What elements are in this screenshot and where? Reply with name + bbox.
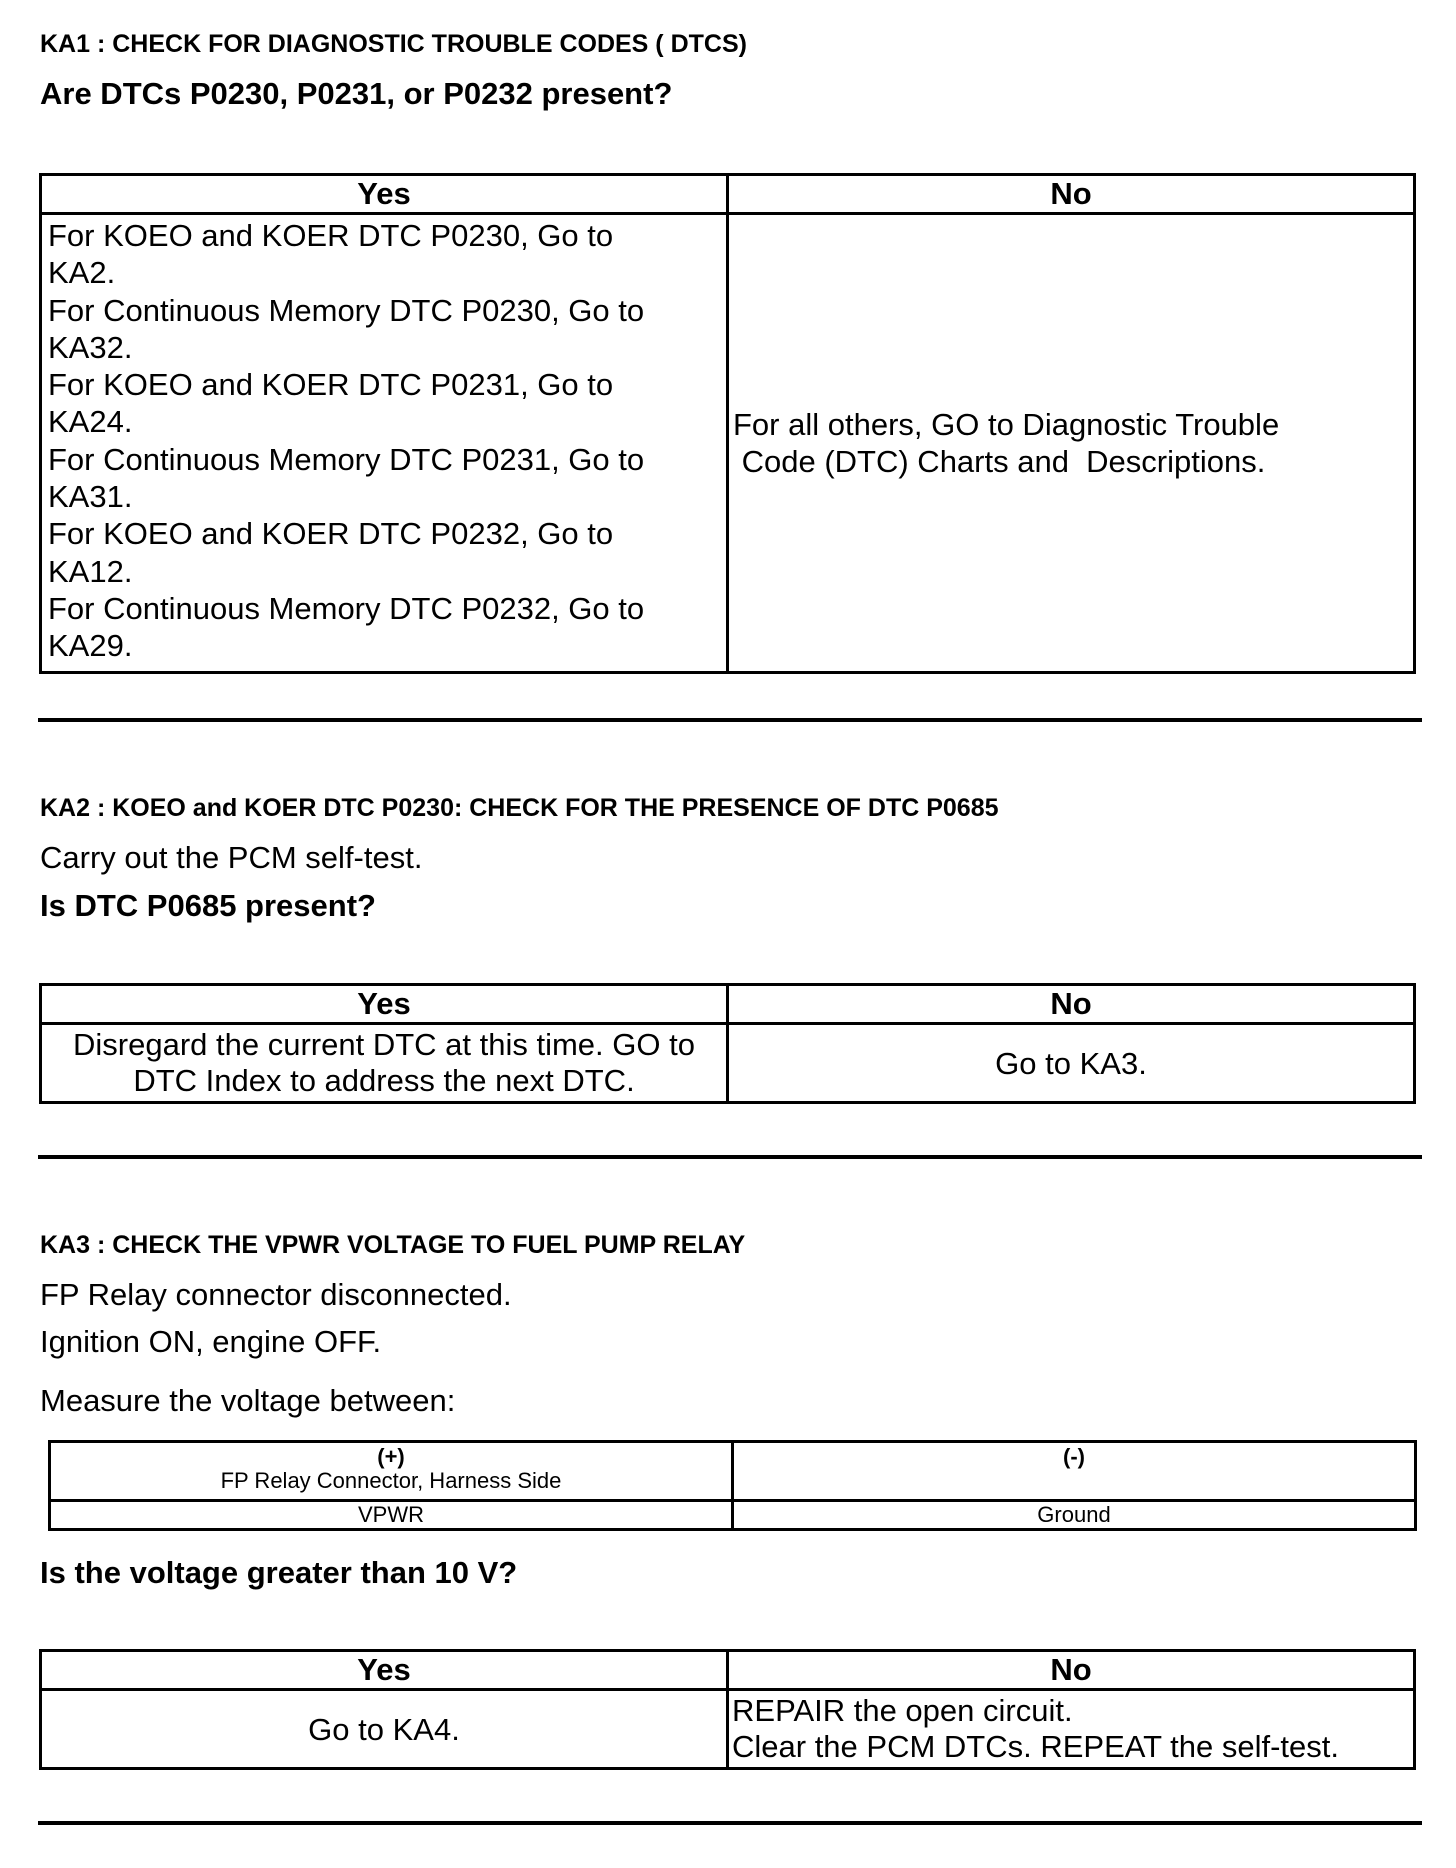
ka1-yes-line: For KOEO and KOER DTC P0230, Go to (48, 218, 614, 253)
ka1-yes-line: KA12. (48, 553, 133, 589)
ka1-yes-cell (41, 214, 728, 673)
ka2-yes-line: Disregard the current DTC at this time. GO to (73, 1027, 695, 1062)
ka3-no-line: REPAIR the open circuit. (732, 1693, 1073, 1728)
section-divider (38, 1821, 1422, 1825)
ka2-instruction: Carry out the PCM self-test. (40, 840, 423, 875)
ka3-minus-terminal-cell (733, 1442, 1416, 1501)
ka1-yes-line: KA31. (48, 479, 133, 515)
ka1-no-line: For all others, GO to Diagnostic Trouble (733, 407, 1280, 442)
ka1-yes-line: For Continuous Memory DTC P0232, Go to (48, 590, 645, 626)
ka1-no-cell (728, 214, 1415, 673)
ka3-yes-header: Yes (41, 1651, 728, 1690)
section-divider (38, 718, 1422, 722)
ka3-yes-cell: Go to KA4. (41, 1690, 728, 1769)
ka3-no-line: Clear the PCM DTCs. REPEAT the self-test. (732, 1729, 1339, 1764)
ka1-yes-header: Yes (41, 175, 728, 214)
ka3-plus-terminal-cell (50, 1442, 733, 1501)
ka3-no-header: No (728, 1651, 1415, 1690)
ka3-instruction-1: FP Relay connector disconnected. (40, 1277, 512, 1312)
ka2-heading: KA2 : KOEO and KOER DTC P0230: CHECK FOR THE PRESENCE OF DTC P0685 (40, 794, 999, 822)
ka1-no-header: No (728, 175, 1415, 214)
ka3-plus-symbol: (+) (377, 1444, 405, 1469)
ka3-instruction-3: Measure the voltage between: (40, 1383, 456, 1418)
ka2-question: Is DTC P0685 present? (40, 888, 376, 923)
ka1-yes-line: KA2. (48, 255, 116, 291)
ka1-yes-line: KA29. (48, 628, 133, 664)
ka3-plus-label: FP Relay Connector, Harness Side (220, 1468, 562, 1493)
ka1-yes-line: For Continuous Memory DTC P0231, Go to (48, 441, 645, 477)
ka1-yes-line: For KOEO and KOER DTC P0232, Go to (48, 516, 614, 552)
ka1-yes-line: For Continuous Memory DTC P0230, Go to (48, 292, 645, 328)
ka1-question: Are DTCs P0230, P0231, or P0232 present? (40, 76, 673, 111)
ka2-yes-cell (41, 1024, 728, 1103)
ka1-yes-line: KA32. (48, 329, 133, 365)
ka1-answer-table (39, 173, 1416, 674)
ka1-yes-line: KA24. (48, 404, 133, 440)
ka2-yes-header: Yes (41, 985, 728, 1024)
ka3-measurement-table (48, 1440, 1417, 1531)
ka2-no-cell: Go to KA3. (728, 1024, 1415, 1103)
section-divider (38, 1155, 1422, 1159)
ka2-answer-table (39, 983, 1416, 1104)
ka3-no-cell (728, 1690, 1415, 1769)
ka3-question: Is the voltage greater than 10 V? (40, 1555, 518, 1590)
ka1-no-line: Code (DTC) Charts and Descriptions. (733, 444, 1266, 479)
ka3-plus-value: VPWR (50, 1501, 733, 1530)
ka3-instruction-2: Ignition ON, engine OFF. (40, 1324, 382, 1359)
ka3-minus-value: Ground (733, 1501, 1416, 1530)
ka1-heading: KA1 : CHECK FOR DIAGNOSTIC TROUBLE CODES ( DTCS) (40, 30, 747, 58)
ka2-no-header: No (728, 985, 1415, 1024)
ka1-yes-line: For KOEO and KOER DTC P0231, Go to (48, 367, 614, 403)
ka3-minus-symbol: (-) (1063, 1444, 1085, 1469)
ka2-yes-line: DTC Index to address the next DTC. (133, 1063, 635, 1098)
ka3-heading: KA3 : CHECK THE VPWR VOLTAGE TO FUEL PUMP RELAY (40, 1231, 746, 1259)
ka3-answer-table (39, 1649, 1416, 1770)
